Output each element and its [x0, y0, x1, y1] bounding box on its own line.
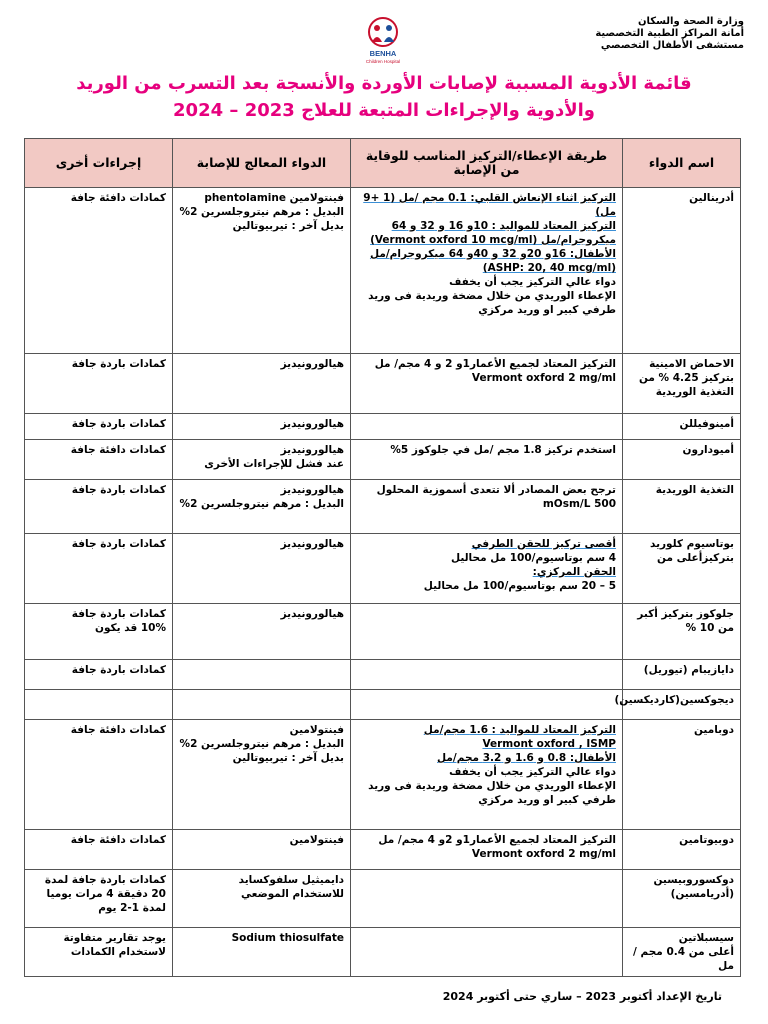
drugs-table	[24, 138, 741, 977]
table-row	[25, 414, 741, 440]
route-line: الإعطاء الوريدي من خلال مضخة وريدية فى وريد طرفي كبير او وريد مركزي	[368, 290, 616, 316]
antidote-line: هيالورونيديز	[280, 418, 344, 430]
other-cell	[25, 720, 173, 830]
drug-line: دوبيوتامين	[679, 834, 734, 846]
antidote-line: فينتولامين	[289, 834, 344, 846]
drug-line: أدرينالين	[689, 192, 734, 204]
other-cell	[25, 188, 173, 354]
antidote-line: للاستخدام الموضعي	[241, 888, 344, 900]
drug-line: التغذية الوريدية	[655, 484, 734, 496]
drug-line: دوكسوروبيسين	[653, 874, 734, 886]
antidote-cell	[173, 354, 351, 414]
drug-cell	[623, 188, 741, 354]
table-row	[25, 354, 741, 414]
route-line: التركيز المعتاد للمواليد : 10و 16 و 32 و 64 ميكروجرام/مل (Vermont oxford 10 mcg/ml)	[370, 220, 616, 246]
drug-cell	[623, 534, 741, 604]
drug-line: سيسبلاتين	[678, 932, 734, 944]
route-cell	[351, 604, 623, 660]
antidote-line: هيالورونيديز	[280, 538, 344, 550]
drug-cell	[623, 354, 741, 414]
antidote-line: Sodium thiosulfate	[231, 932, 344, 944]
logo-subtext: Children Hospital	[365, 59, 401, 64]
route-cell	[351, 928, 623, 977]
title-line-1: قائمة الأدوية المسببة لإصابات الأوردة والأنسجة بعد التسرب من الوريد	[76, 73, 692, 94]
route-cell	[351, 660, 623, 690]
route-cell	[351, 870, 623, 928]
route-line: Vermont oxford 2 mg/ml	[471, 372, 616, 384]
ministry-header	[524, 16, 744, 52]
antidote-cell	[173, 928, 351, 977]
table-row	[25, 480, 741, 534]
other-line: كمادات دافئة جافة	[70, 834, 166, 846]
other-line: كمادات باردة جافة	[71, 608, 166, 620]
other-cell	[25, 534, 173, 604]
route-cell	[351, 534, 623, 604]
other-cell	[25, 830, 173, 870]
other-line: يوجد تقارير متفاوتة لاستخدام الكمادات	[63, 932, 166, 958]
antidote-cell	[173, 534, 351, 604]
other-line: كمادات باردة جافة	[71, 664, 166, 676]
antidote-line: بديل آخر : تيربيوتالين	[232, 220, 344, 232]
table-row	[25, 440, 741, 480]
logo-text: BENHA	[369, 49, 397, 58]
route-line: Vermont oxford 2 mg/ml	[471, 848, 616, 860]
route-cell	[351, 414, 623, 440]
antidote-cell	[173, 440, 351, 480]
table-row	[25, 720, 741, 830]
table-row	[25, 928, 741, 977]
antidote-cell	[173, 480, 351, 534]
other-cell	[25, 440, 173, 480]
header-route: طريقة الإعطاء/التركيز المناسب للوقاية من الإصابة	[351, 139, 623, 188]
ministry-line: أمانة المراكز الطبية التخصصية	[595, 28, 744, 39]
other-cell	[25, 928, 173, 977]
table-row	[25, 870, 741, 928]
antidote-line: عند فشل للإجراءات الأخرى	[204, 458, 344, 470]
antidote-cell	[173, 660, 351, 690]
ministry-line: وزارة الصحة والسكان	[637, 16, 744, 27]
route-cell	[351, 720, 623, 830]
antidote-line: هيالورونيديز	[280, 444, 344, 456]
antidote-line: هيالورونيديز	[280, 608, 344, 620]
other-cell	[25, 690, 173, 720]
route-line: دواء عالي التركيز يجب أن يخفف	[449, 766, 616, 778]
header-other: إجراءات أخرى	[25, 139, 173, 188]
antidote-line: هيالورونيديز	[280, 358, 344, 370]
table-row	[25, 690, 741, 720]
other-line: كمادات دافئة جافة	[70, 444, 166, 456]
drug-cell	[623, 414, 741, 440]
route-line: التركيز المعتاد للمواليد : 1.6 مجم/مل	[423, 724, 616, 736]
antidote-line: فينتولامين	[289, 724, 344, 736]
antidote-cell	[173, 604, 351, 660]
drug-line: أعلى من 0.4 مجم /مل	[632, 946, 734, 972]
title-line-2: والأدوية والإجراءات المتبعة للعلاج 2023 – 2024	[173, 100, 595, 121]
drug-cell	[623, 480, 741, 534]
drug-cell	[623, 720, 741, 830]
route-line: الإعطاء الوريدي من خلال مضخة وريدية فى وريد طرفي كبير او وريد مركزي	[368, 780, 616, 806]
antidote-cell	[173, 690, 351, 720]
header-antidote: الدواء المعالج للإصابة	[173, 139, 351, 188]
other-line: كمادات باردة جافة لمدة 20 دقيقة 4 مرات يوميا لمدة 1-2 يوم	[44, 874, 166, 914]
other-line: كمادات باردة جافة	[71, 358, 166, 370]
other-cell	[25, 604, 173, 660]
table-row	[25, 604, 741, 660]
route-line: استخدم تركيز 1.8 مجم /مل في جلوكوز 5%	[390, 444, 616, 456]
page-title	[30, 70, 738, 124]
ministry-line: مستشفى الأطفال التخصصي	[600, 40, 744, 51]
other-cell	[25, 870, 173, 928]
other-line: كمادات باردة جافة	[71, 538, 166, 550]
route-line: الأطفال: 0.8 و 1.6 و 3.2 مجم/مل	[437, 752, 616, 764]
antidote-cell	[173, 830, 351, 870]
drug-line: بوتاسيوم كلوريد بتركيزأعلى من	[650, 538, 734, 564]
other-cell	[25, 354, 173, 414]
table-body	[25, 188, 741, 977]
other-line: 10% قد يكون	[95, 622, 166, 634]
route-line: دواء عالي التركيز يجب أن يخفف	[449, 276, 616, 288]
other-cell	[25, 414, 173, 440]
route-line: ترجح بعض المصادر ألا تتعدى أسموزية المحلول 500 mOsm/L	[376, 484, 616, 510]
other-line: كمادات دافئة جافة	[70, 192, 166, 204]
antidote-line: هيالورونيديز	[280, 484, 344, 496]
drug-line: (أدريامسين)	[670, 888, 734, 900]
drug-line: أميودارون	[682, 444, 734, 456]
antidote-cell	[173, 414, 351, 440]
antidote-line: فينتولامين phentolamine	[204, 192, 344, 204]
drug-cell	[623, 660, 741, 690]
other-line: كمادات باردة جافة	[71, 418, 166, 430]
hospital-logo	[360, 14, 406, 64]
table-row	[25, 188, 741, 354]
drug-line: أمينوفيللن	[679, 418, 734, 430]
route-line: 5 – 20 سم بوتاسيوم/100 مل محاليل	[423, 580, 616, 592]
footer-date: تاريخ الإعداد أكتوبر 2023 – ساري حتى أكتوبر 2024	[442, 990, 722, 1003]
route-line: التركيز المعتاد لجميع الأعمار1و 2 و 4 مجم/ مل	[374, 358, 616, 370]
route-line: التركيز المعتاد لجميع الأعمار1و 2و 4 مجم/ مل	[378, 834, 616, 846]
antidote-cell	[173, 720, 351, 830]
route-line: Vermont oxford , ISMP	[482, 738, 616, 750]
antidote-line: البديل : مرهم نيتروجلسرين 2%	[179, 738, 344, 750]
route-cell	[351, 480, 623, 534]
drug-cell	[623, 870, 741, 928]
other-cell	[25, 660, 173, 690]
route-cell	[351, 830, 623, 870]
table-header-row	[25, 139, 741, 188]
antidote-line: البديل : مرهم نيتروجلسرين 2%	[179, 206, 344, 218]
antidote-cell	[173, 870, 351, 928]
other-cell	[25, 480, 173, 534]
other-line: كمادات دافئة جافة	[70, 724, 166, 736]
drug-line: دوبامين	[693, 724, 734, 736]
route-line: الحقن المركزي:	[532, 566, 616, 578]
drug-line: دايازيبام (تيوريل)	[643, 664, 734, 676]
drug-cell	[623, 604, 741, 660]
drug-line: ديجوكسين(كارديكسين)	[614, 694, 734, 706]
drug-line: جلوكوز بتركيز أكبر من 10 %	[637, 608, 734, 634]
route-cell	[351, 440, 623, 480]
route-line: التركيز اثناء الإنعاش القلبي: 0.1 مجم /مل (1 +9 مل)	[363, 192, 616, 218]
route-line: 4 سم بوتاسيوم/100 مل محاليل	[450, 552, 616, 564]
route-line: أقصى تركيز للحقن الطرفي	[471, 538, 616, 550]
antidote-line: بديل آخر : تيربيوتالين	[232, 752, 344, 764]
antidote-cell	[173, 188, 351, 354]
route-cell	[351, 354, 623, 414]
route-cell	[351, 188, 623, 354]
route-line: الأطفال: 16و 20و 32 و 40و 64 ميكروجرام/مل (ASHP: 20, 40 mcg/ml)	[369, 248, 616, 274]
drug-cell	[614, 690, 741, 720]
header-drug-name: اسم الدواء	[623, 139, 741, 188]
table-row	[25, 534, 741, 604]
drug-cell	[623, 928, 741, 977]
drug-cell	[623, 440, 741, 480]
drug-line: الاحماض الامينية بتركيز 4.25 % من التغذية الوريدية	[638, 358, 734, 398]
drug-cell	[623, 830, 741, 870]
antidote-line: دايميثيل سلفوكسايد	[238, 874, 344, 886]
other-line: كمادات باردة جافة	[71, 484, 166, 496]
table-row	[25, 830, 741, 870]
route-cell	[351, 690, 623, 720]
table-row	[25, 660, 741, 690]
antidote-line: البديل : مرهم نيتروجلسرين 2%	[179, 498, 344, 510]
